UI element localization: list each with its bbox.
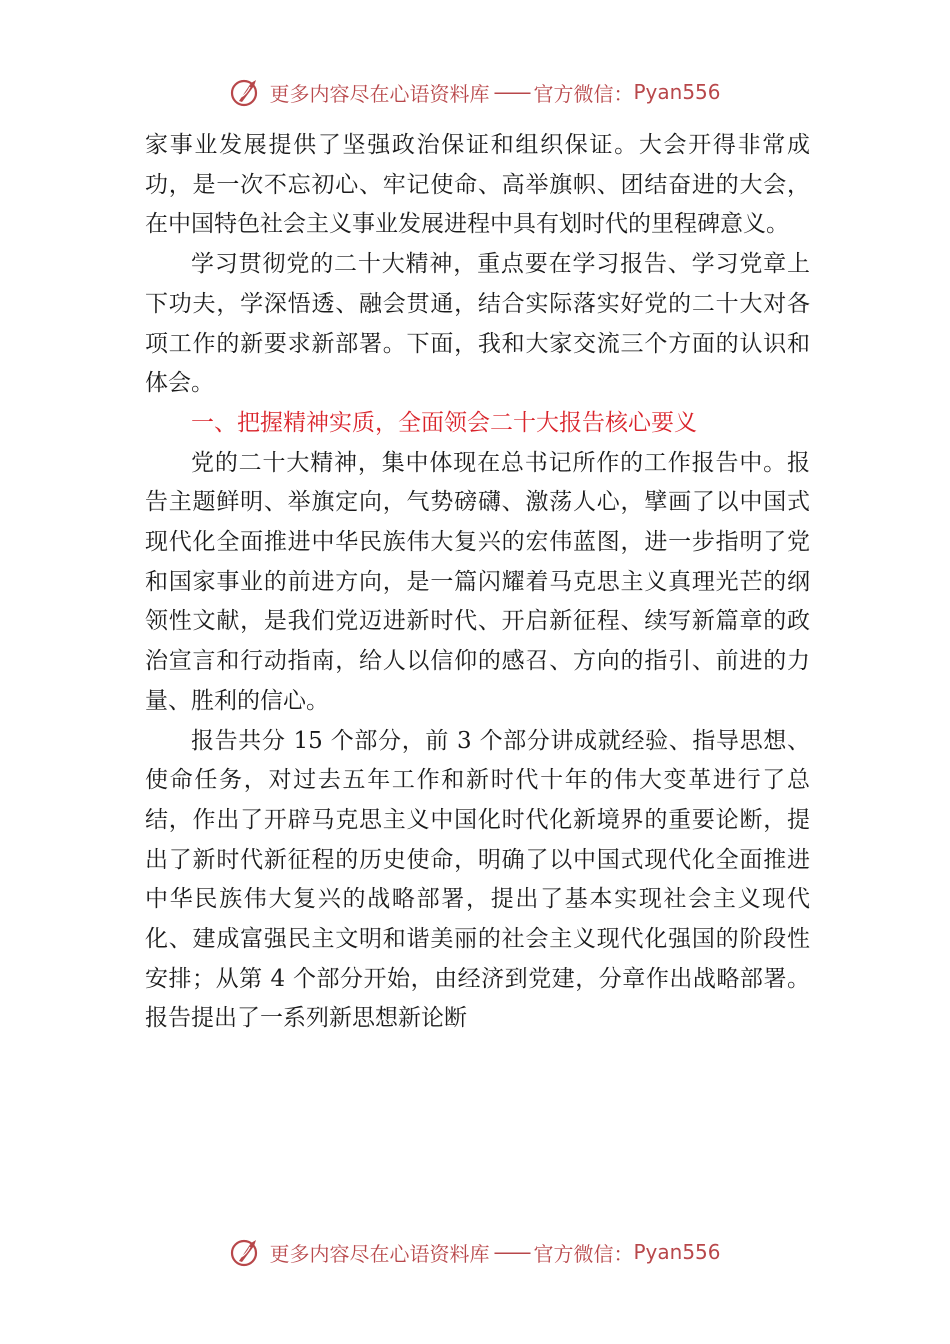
watermark-wechat-label: 官方微信： bbox=[533, 1241, 634, 1266]
watermark-wechat-id: Pyan556 bbox=[633, 1240, 721, 1264]
pen-nib-logo-icon bbox=[229, 75, 263, 109]
header-watermark bbox=[0, 72, 950, 112]
watermark-wechat-label: 官方微信： bbox=[533, 81, 634, 106]
watermark-text: 更多内容尽在心语资料库 bbox=[269, 81, 490, 106]
paragraph-continuation: 家事业发展提供了坚强政治保证和组织保证。大会开得非常成功，是一次不忘初心、牢记使命、高举旗帜、团结奋进的大会，在中国特色社会主义事业发展进程中具有划时代的里程碑意义。 bbox=[145, 132, 810, 238]
pen-nib-logo-icon bbox=[229, 1235, 263, 1269]
paragraph-study: 学习贯彻党的二十大精神，重点要在学习报告、学习党章上下功夫，学深悟透、融会贯通，结合实际落实好党的二十大对各项工作的新要求新部署。下面，我和大家交流三个方面的认识和体会。 bbox=[145, 251, 810, 397]
watermark-separator: —— bbox=[493, 1240, 530, 1264]
section-heading-1: 一、把握精神实质，全面领会二十大报告核心要义 bbox=[191, 409, 697, 436]
paragraph-report-structure: 报告共分 15 个部分，前 3 个部分讲成就经验、指导思想、使命任务，对过去五年工作和新时代十年的伟大变革进行了总结，作出了开辟马克思主义中国化时代化新境界的重要论断，提出了新时代新征程的历史使命，明确了以中国式现代化全面推进中华民族伟大复兴的战略部署，提出了基本实现社会主义现代化、建成富强民主文明和谐美丽的社会主义现代化强国的阶段性安排；从第 4 个部分开始，由经济到党建，分章作出战略部署。报告提出了一系列新思想新论断 bbox=[145, 727, 810, 1032]
watermark-text: 更多内容尽在心语资料库 bbox=[269, 1241, 490, 1266]
watermark-wechat-id: Pyan556 bbox=[633, 80, 721, 104]
watermark-separator: —— bbox=[493, 80, 530, 104]
paragraph-report-spirit: 党的二十大精神，集中体现在总书记所作的工作报告中。报告主题鲜明、举旗定向，气势磅礴、激荡人心，擘画了以中国式现代化全面推进中华民族伟大复兴的宏伟蓝图，进一步指明了党和国家事业的前进方向，是一篇闪耀着马克思主义真理光芒的纲领性文献，是我们党迈进新时代、开启新征程、续写新篇章的政治宣言和行动指南，给人以信仰的感召、方向的指引、前进的力量、胜利的信心。 bbox=[145, 449, 810, 714]
document-body bbox=[145, 126, 810, 1039]
footer-watermark bbox=[0, 1232, 950, 1272]
